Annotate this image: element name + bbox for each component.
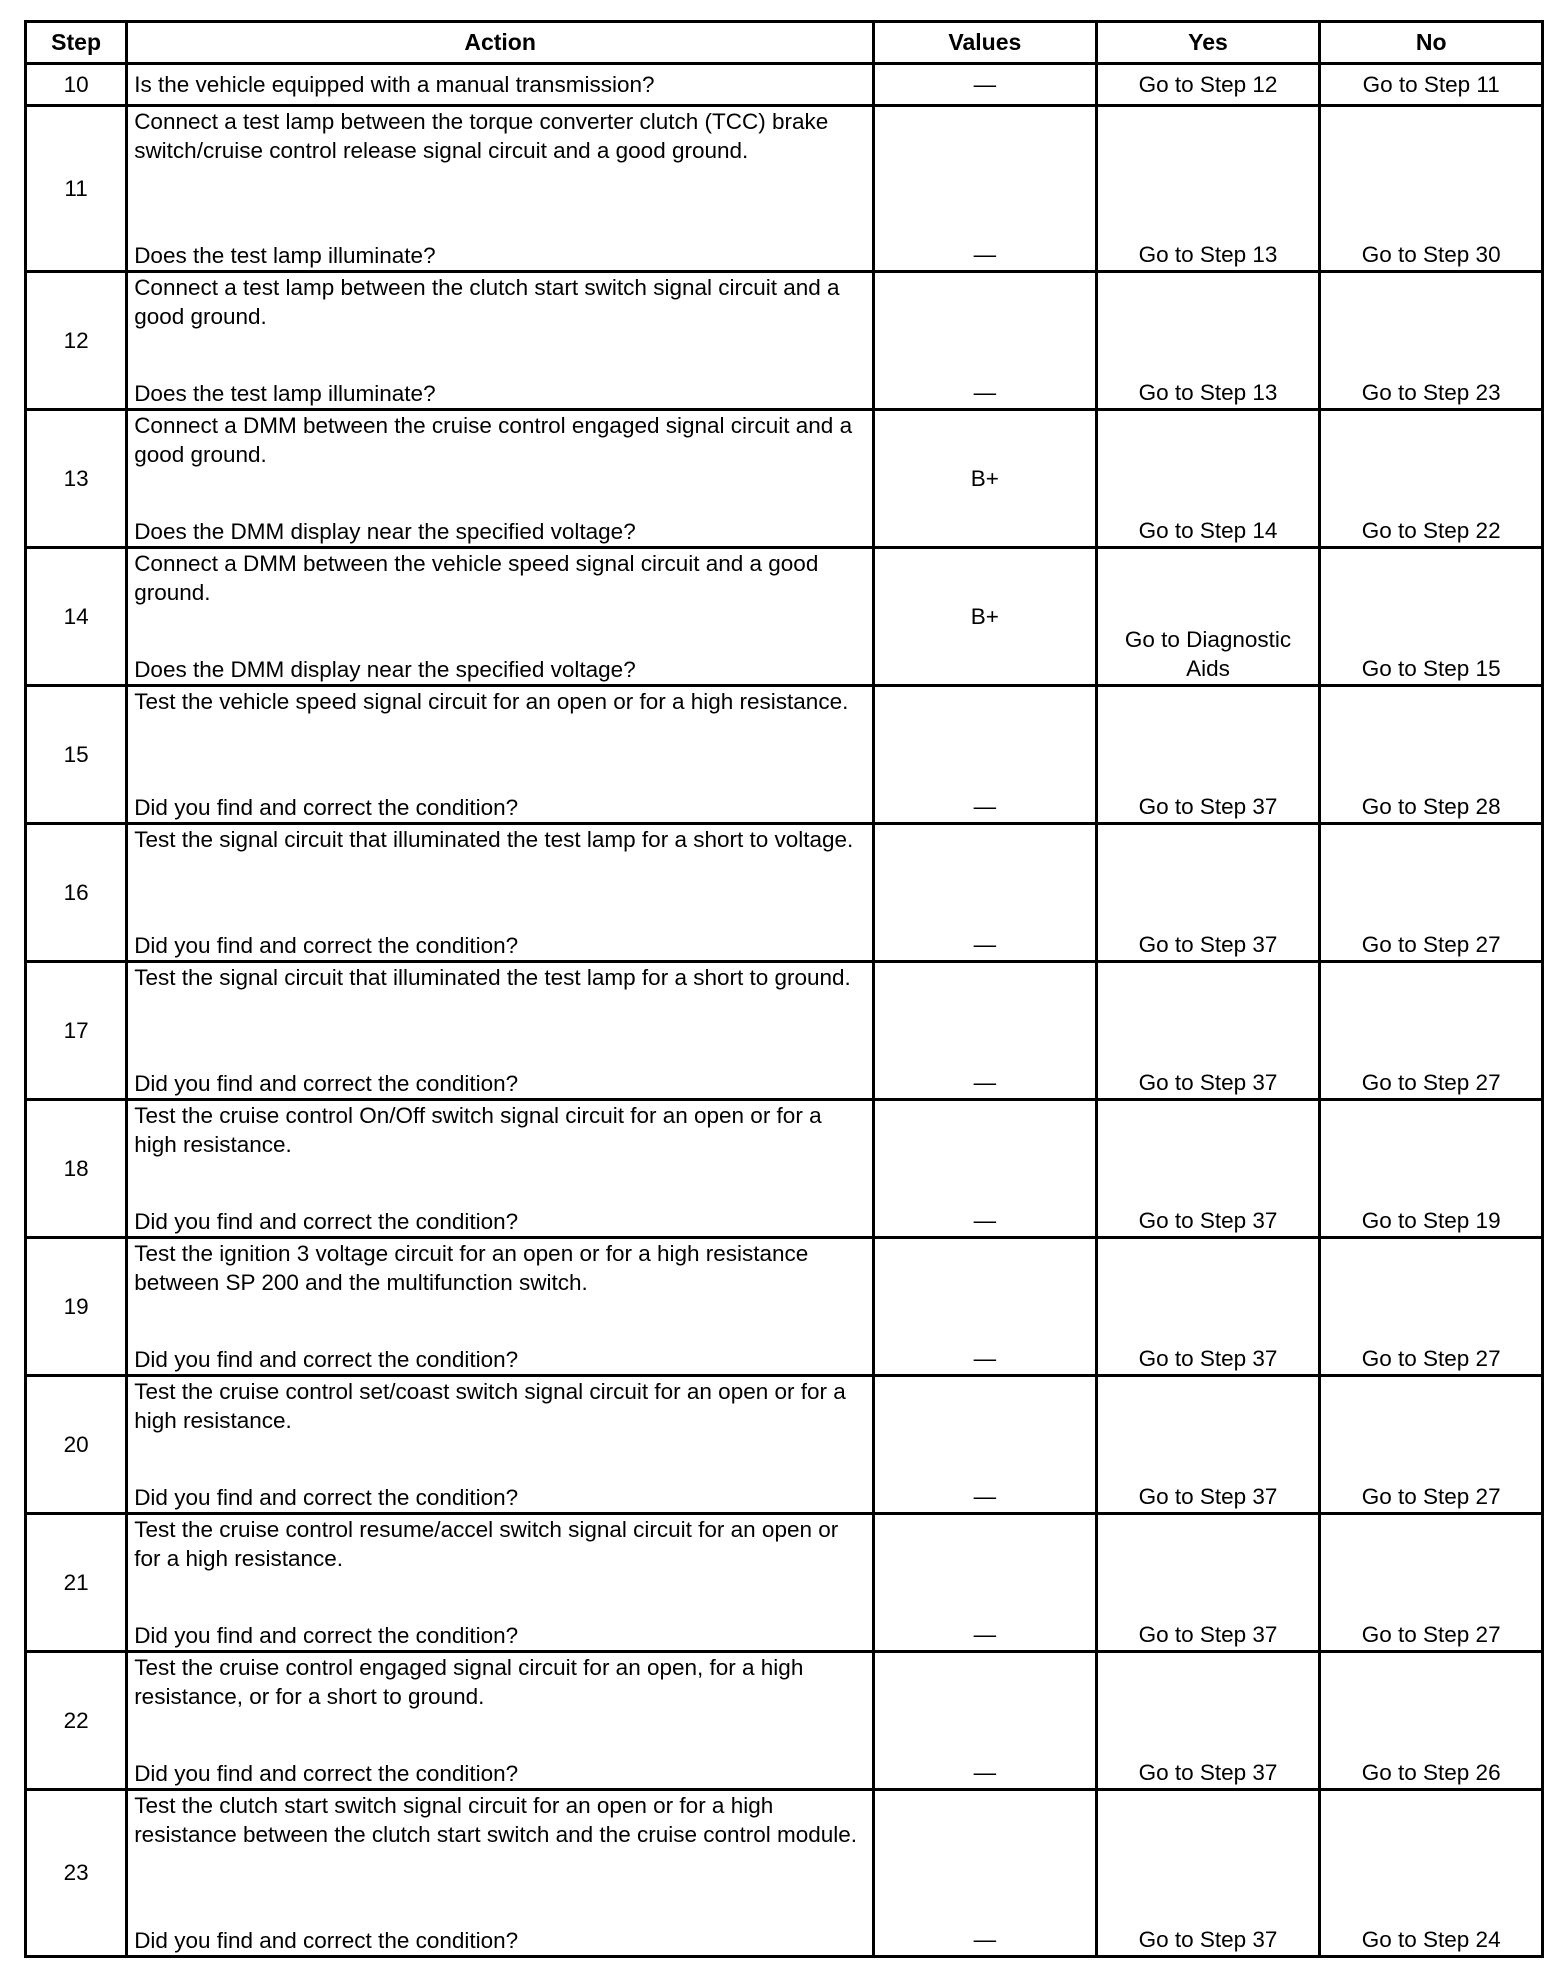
- values-cell: —: [874, 1238, 1097, 1376]
- action-text: Test the ignition 3 voltage circuit for an open or for a high resistance between SP 200 and the multifunction switch.: [134, 1241, 809, 1296]
- yes-cell: Go to Step 12: [1096, 64, 1320, 106]
- step-number: 18: [26, 1100, 127, 1238]
- header-values: Values: [874, 22, 1097, 64]
- action-cell: [127, 106, 874, 272]
- action-text: Connect a DMM between the cruise control engaged signal circuit and a good ground.: [134, 413, 853, 468]
- action-cell: [127, 962, 874, 1100]
- action-question: Did you find and correct the condition?: [134, 1208, 519, 1234]
- step-number: 22: [26, 1652, 127, 1790]
- no-cell: Go to Step 27: [1320, 1376, 1543, 1514]
- action-text: Connect a test lamp between the clutch start switch signal circuit and a good ground.: [134, 275, 840, 330]
- header-action: Action: [127, 22, 874, 64]
- action-text: Is the vehicle equipped with a manual transmission?: [134, 71, 655, 97]
- step-number: 16: [26, 824, 127, 962]
- header-step: Step: [26, 22, 127, 64]
- step-number: 11: [26, 106, 127, 272]
- action-cell: [127, 272, 874, 410]
- action-question: Did you find and correct the condition?: [134, 1070, 519, 1096]
- diagnostic-table: [24, 20, 1544, 1958]
- action-text: Test the cruise control resume/accel switch signal circuit for an open or for a high resistance.: [134, 1517, 839, 1572]
- action-question: Does the DMM display near the specified voltage?: [134, 518, 636, 544]
- table-row: [26, 1514, 1543, 1652]
- table-row: [26, 1238, 1543, 1376]
- action-cell: [127, 1514, 874, 1652]
- action-text: Test the signal circuit that illuminated the test lamp for a short to ground.: [134, 965, 851, 990]
- step-number: 19: [26, 1238, 127, 1376]
- no-cell: Go to Step 27: [1320, 962, 1543, 1100]
- table-row: [26, 64, 1543, 106]
- action-cell: [127, 1238, 874, 1376]
- values-cell: —: [874, 1514, 1097, 1652]
- header-no: No: [1320, 22, 1543, 64]
- action-question: Did you find and correct the condition?: [134, 1484, 519, 1510]
- no-cell: Go to Step 11: [1320, 64, 1543, 106]
- action-cell: [127, 410, 874, 548]
- action-cell: [127, 1652, 874, 1790]
- action-cell: [127, 1376, 874, 1514]
- yes-cell: Go to Step 37: [1096, 1514, 1320, 1652]
- yes-cell: Go to Step 14: [1096, 410, 1320, 548]
- yes-cell: Go to Step 13: [1096, 106, 1320, 272]
- step-number: 20: [26, 1376, 127, 1514]
- step-number: 23: [26, 1790, 127, 1957]
- no-cell: Go to Step 24: [1320, 1790, 1543, 1957]
- values-cell: —: [874, 824, 1097, 962]
- no-cell: Go to Step 28: [1320, 686, 1543, 824]
- step-number: 14: [26, 548, 127, 686]
- action-text: Test the cruise control engaged signal circuit for an open, for a high resistance, or for a short to ground.: [134, 1655, 804, 1710]
- values-cell: B+: [874, 548, 1097, 686]
- action-text: Test the vehicle speed signal circuit for an open or for a high resistance.: [134, 689, 849, 714]
- yes-cell: Go to Step 37: [1096, 824, 1320, 962]
- action-text: Connect a DMM between the vehicle speed signal circuit and a good ground.: [134, 551, 819, 606]
- values-cell: —: [874, 1790, 1097, 1957]
- table-row: [26, 548, 1543, 686]
- action-text: Test the signal circuit that illuminated the test lamp for a short to voltage.: [134, 827, 854, 852]
- yes-cell: Go to Step 13: [1096, 272, 1320, 410]
- values-cell: —: [874, 64, 1097, 106]
- yes-cell: Go to Step 37: [1096, 1790, 1320, 1957]
- action-question: Does the DMM display near the specified voltage?: [134, 656, 636, 682]
- action-cell: [127, 686, 874, 824]
- table-row: [26, 962, 1543, 1100]
- no-cell: Go to Step 22: [1320, 410, 1543, 548]
- no-cell: Go to Step 30: [1320, 106, 1543, 272]
- table-row: [26, 272, 1543, 410]
- yes-cell: Go to Diagnostic Aids: [1096, 548, 1320, 686]
- step-number: 17: [26, 962, 127, 1100]
- header-yes: Yes: [1096, 22, 1320, 64]
- values-cell: B+: [874, 410, 1097, 548]
- table-row: [26, 824, 1543, 962]
- action-cell: [127, 1790, 874, 1957]
- values-cell: —: [874, 1652, 1097, 1790]
- table-row: [26, 1376, 1543, 1514]
- step-number: 10: [26, 64, 127, 106]
- values-cell: —: [874, 1100, 1097, 1238]
- yes-cell: Go to Step 37: [1096, 962, 1320, 1100]
- no-cell: Go to Step 27: [1320, 1238, 1543, 1376]
- values-cell: —: [874, 272, 1097, 410]
- yes-cell: Go to Step 37: [1096, 1100, 1320, 1238]
- values-cell: —: [874, 106, 1097, 272]
- action-cell: [127, 1100, 874, 1238]
- no-cell: Go to Step 27: [1320, 1514, 1543, 1652]
- step-number: 21: [26, 1514, 127, 1652]
- yes-cell: Go to Step 37: [1096, 1652, 1320, 1790]
- action-cell: [127, 64, 874, 106]
- yes-cell: Go to Step 37: [1096, 686, 1320, 824]
- action-question: Did you find and correct the condition?: [134, 932, 519, 958]
- no-cell: Go to Step 19: [1320, 1100, 1543, 1238]
- action-question: Does the test lamp illuminate?: [134, 380, 436, 406]
- table-row: [26, 686, 1543, 824]
- step-number: 15: [26, 686, 127, 824]
- table-row: [26, 1100, 1543, 1238]
- header-row: [26, 22, 1543, 64]
- table-row: [26, 1652, 1543, 1790]
- no-cell: Go to Step 27: [1320, 824, 1543, 962]
- table-row: [26, 410, 1543, 548]
- no-cell: Go to Step 26: [1320, 1652, 1543, 1790]
- action-question: Did you find and correct the condition?: [134, 1622, 519, 1648]
- step-number: 13: [26, 410, 127, 548]
- values-cell: —: [874, 962, 1097, 1100]
- table-row: [26, 1790, 1543, 1957]
- no-cell: Go to Step 15: [1320, 548, 1543, 686]
- action-text: Connect a test lamp between the torque converter clutch (TCC) brake switch/cruise control release signal circuit and a good ground.: [134, 109, 829, 164]
- table-row: [26, 106, 1543, 272]
- action-text: Test the clutch start switch signal circuit for an open or for a high resistance between the clutch start switch and the cruise control module.: [134, 1793, 858, 1848]
- action-text: Test the cruise control set/coast switch signal circuit for an open or for a high resistance.: [134, 1379, 846, 1434]
- yes-cell: Go to Step 37: [1096, 1376, 1320, 1514]
- step-number: 12: [26, 272, 127, 410]
- no-cell: Go to Step 23: [1320, 272, 1543, 410]
- action-question: Did you find and correct the condition?: [134, 1927, 519, 1953]
- action-cell: [127, 548, 874, 686]
- action-question: Did you find and correct the condition?: [134, 1760, 519, 1786]
- action-question: Did you find and correct the condition?: [134, 794, 519, 820]
- action-cell: [127, 824, 874, 962]
- action-text: Test the cruise control On/Off switch signal circuit for an open or for a high resistance.: [134, 1103, 822, 1158]
- yes-cell: Go to Step 37: [1096, 1238, 1320, 1376]
- values-cell: —: [874, 686, 1097, 824]
- action-question: Does the test lamp illuminate?: [134, 242, 436, 268]
- values-cell: —: [874, 1376, 1097, 1514]
- action-question: Did you find and correct the condition?: [134, 1346, 519, 1372]
